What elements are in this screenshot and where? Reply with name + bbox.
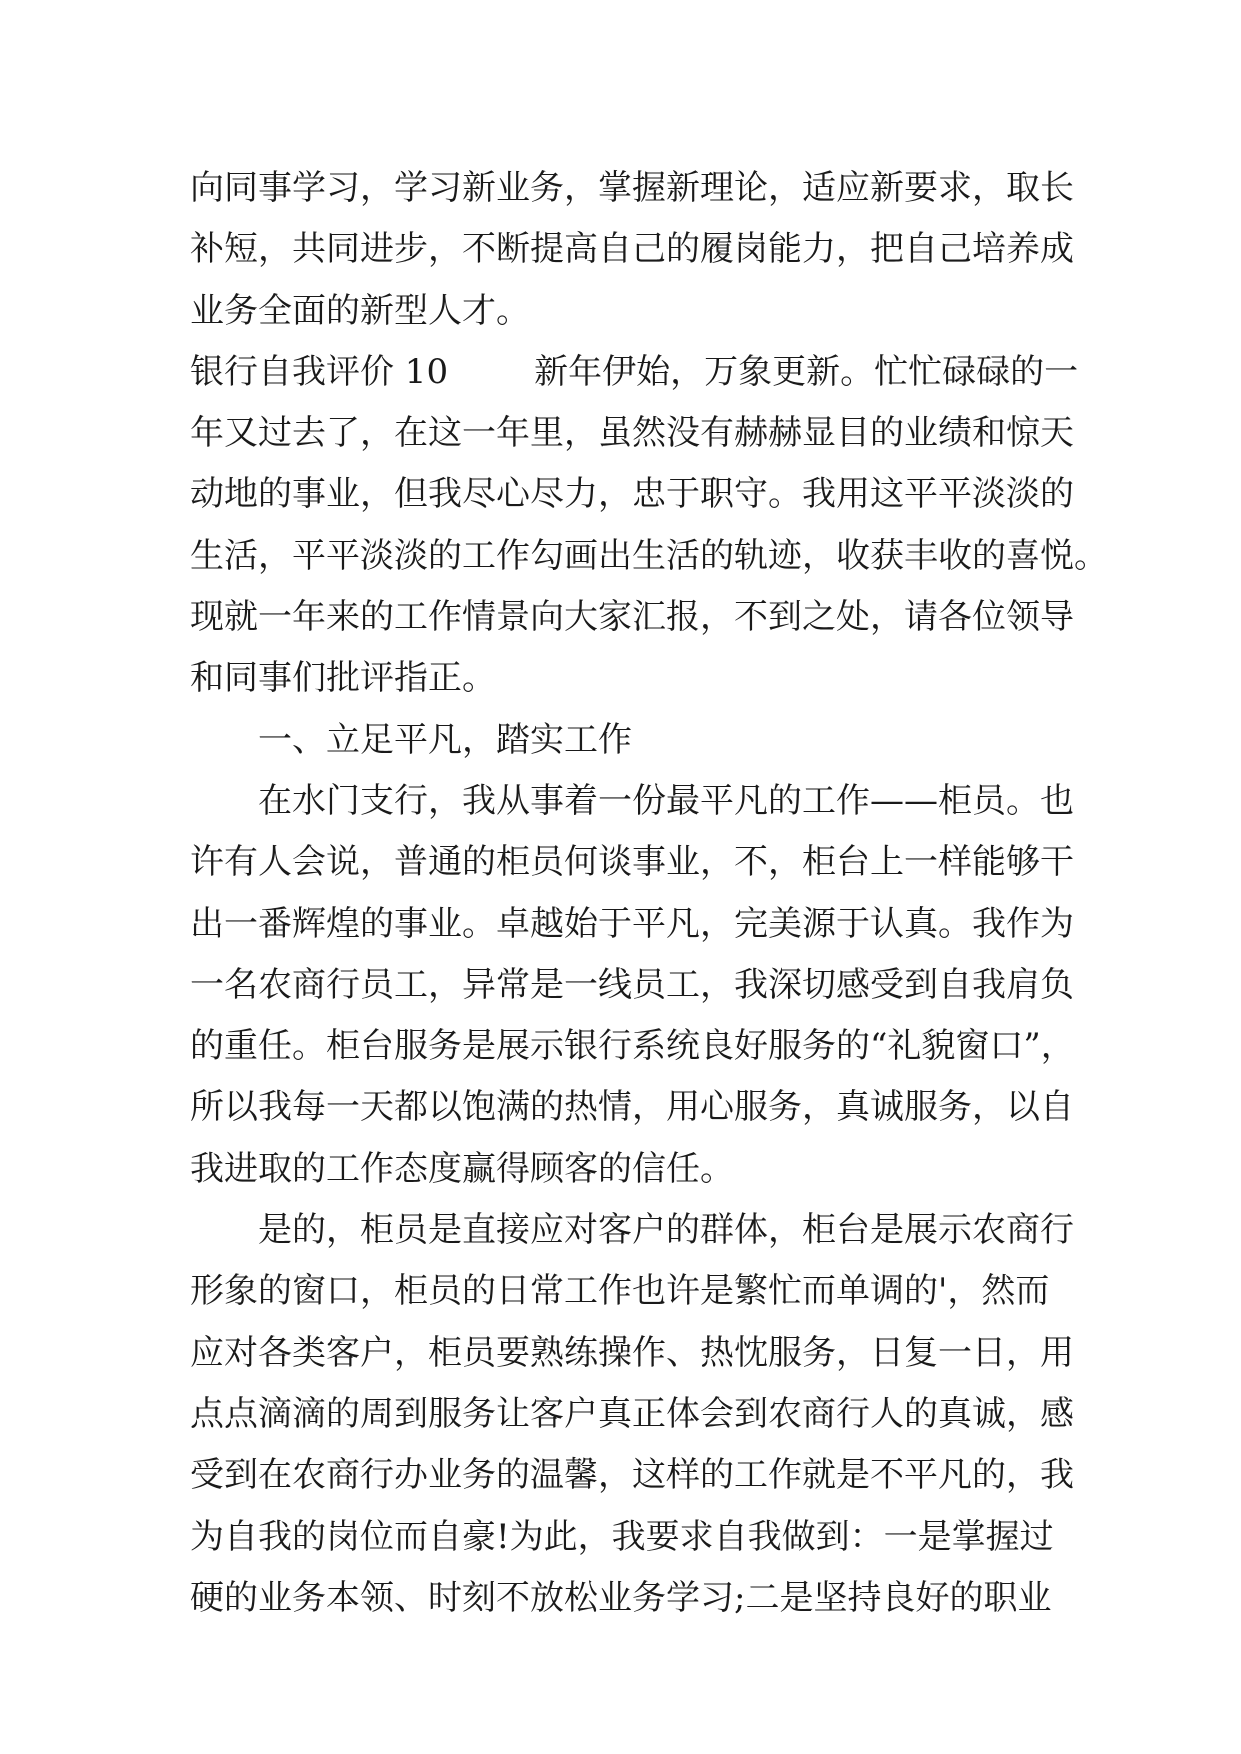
text-line: 动地的事业，但我尽心尽力，忠于职守。我用这平平淡淡的 <box>190 474 1074 515</box>
section-title-line <box>190 342 1079 403</box>
text-line: 点点滴滴的周到服务让客户真正体会到农商行人的真诚，感 <box>190 1393 1074 1434</box>
text-line: 在水门支行，我从事着一份最平凡的工作——柜员。也 <box>258 780 1074 821</box>
text-line: 业务全面的新型人才。 <box>190 290 530 331</box>
text-line: 受到在农商行办业务的温馨，这样的工作就是不平凡的，我 <box>190 1455 1074 1496</box>
text-line: 硬的业务本领、时刻不放松业务学习;二是坚持良好的职业 <box>190 1577 1052 1618</box>
section-title: 银行自我评价 10 <box>190 351 449 392</box>
text-line: 我进取的工作态度赢得顾客的信任。 <box>190 1148 734 1189</box>
text-line: 和同事们批评指正。 <box>190 658 496 699</box>
section-first-line: 新年伊始，万象更新。忙忙碌碌的一 <box>534 351 1079 392</box>
text-line: 为自我的岗位而自豪!为此，我要求自我做到：一是掌握过 <box>190 1516 1054 1557</box>
text-line: 所以我每一天都以饱满的热情，用心服务，真诚服务，以自 <box>190 1087 1074 1128</box>
text-line: 生活，平平淡淡的工作勾画出生活的轨迹，收获丰收的喜悦。 <box>190 535 1108 576</box>
text-line: 补短，共同进步，不断提高自己的履岗能力，把自己培养成 <box>190 229 1074 270</box>
text-line: 的重任。柜台服务是展示银行系统良好服务的“礼貌窗口”， <box>190 1026 1075 1067</box>
text-line: 应对各类客户，柜员要熟练操作、热忱服务，日复一日，用 <box>190 1332 1074 1373</box>
text-line: 现就一年来的工作情景向大家汇报，不到之处，请各位领导 <box>190 597 1074 638</box>
text-line: 出一番辉煌的事业。卓越始于平凡，完美源于认真。我作为 <box>190 903 1074 944</box>
text-line: 是的，柜员是直接应对客户的群体，柜台是展示农商行 <box>258 1210 1074 1251</box>
text-line: 一名农商行员工，异常是一线员工，我深切感受到自我肩负 <box>190 964 1074 1005</box>
text-line: 年又过去了，在这一年里，虽然没有赫赫显目的业绩和惊天 <box>190 413 1074 454</box>
text-line: 向同事学习，学习新业务，掌握新理论，适应新要求，取长 <box>190 168 1074 208</box>
document-body <box>190 158 1108 1629</box>
text-line: 形象的窗口，柜员的日常工作也许是繁忙而单调的'，然而 <box>190 1271 1050 1312</box>
text-line: 许有人会说，普通的柜员何谈事业，不，柜台上一样能够干 <box>190 842 1074 883</box>
heading: 一、立足平凡，踏实工作 <box>258 719 632 760</box>
